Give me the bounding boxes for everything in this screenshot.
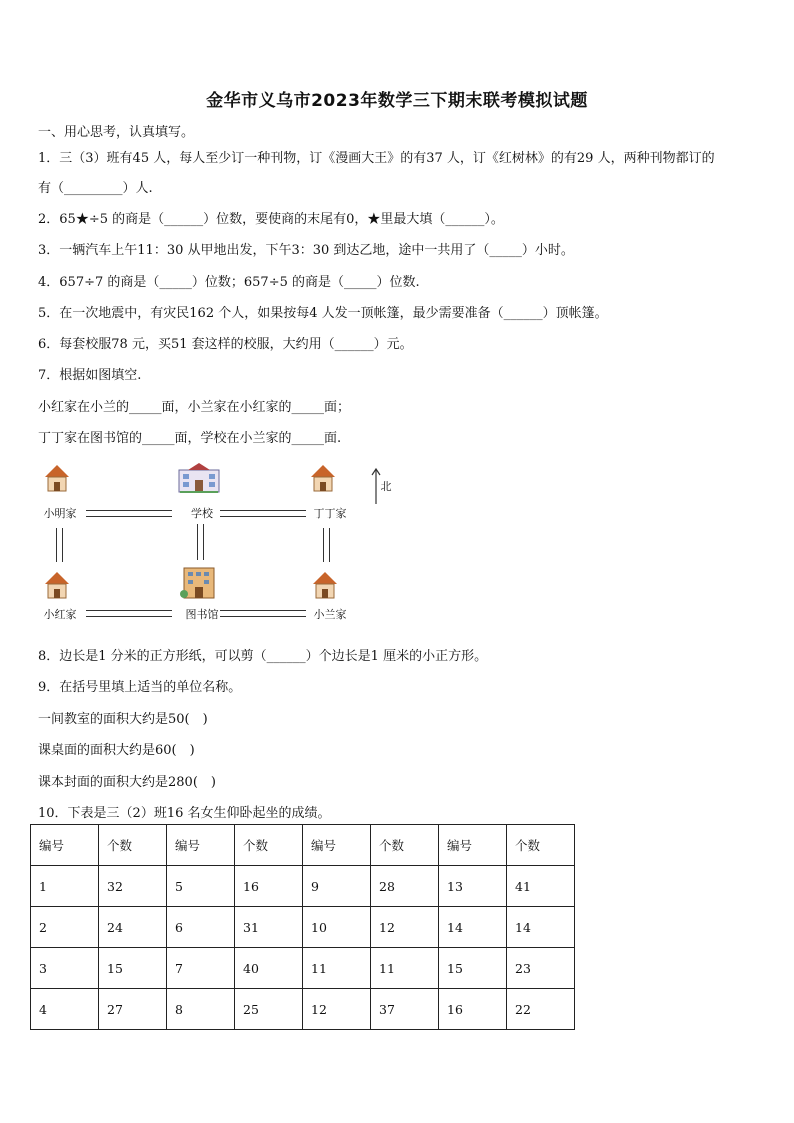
table-cell: 9	[303, 866, 371, 907]
label-xiaolan-home: 小兰家	[313, 608, 347, 621]
table-row	[31, 907, 575, 948]
table-cell: 32	[99, 866, 167, 907]
road	[197, 524, 204, 560]
house-icon	[312, 570, 338, 600]
question-7: 7．根据如图填空.	[38, 368, 142, 383]
label-xiaoming-home: 小明家	[43, 507, 77, 520]
question-5: 5．在一次地震中，有灾民162 个人，如果按每4 人发一顶帐篷，最少需要准备（______）顶帐篷。	[38, 306, 608, 321]
table-cell: 6	[167, 907, 235, 948]
question-8: 8．边长是1 分米的正方形纸，可以剪（______）个边长是1 厘米的小正方形。	[38, 649, 488, 664]
table-cell: 12	[371, 907, 439, 948]
table-cell: 27	[99, 989, 167, 1030]
page-title: 金华市义乌市2023年数学三下期末联考模拟试题	[206, 91, 588, 111]
header-cell: 编号	[439, 825, 507, 866]
question-1-line-2: 有（_________）人.	[38, 181, 153, 196]
table-cell: 1	[31, 866, 99, 907]
road	[56, 528, 63, 562]
table-cell: 28	[371, 866, 439, 907]
table-cell: 41	[507, 866, 575, 907]
header-cell: 编号	[31, 825, 99, 866]
table-cell: 15	[99, 948, 167, 989]
house-icon	[310, 463, 336, 493]
table-cell: 5	[167, 866, 235, 907]
section-heading: 一、用心思考，认真填写。	[38, 125, 195, 140]
table-cell: 11	[371, 948, 439, 989]
table-cell: 2	[31, 907, 99, 948]
road	[86, 510, 172, 517]
table-cell: 16	[235, 866, 303, 907]
table-cell: 15	[439, 948, 507, 989]
table-header-row	[31, 825, 575, 866]
road	[86, 610, 172, 617]
header-cell: 个数	[235, 825, 303, 866]
header-cell: 编号	[303, 825, 371, 866]
table-cell: 14	[439, 907, 507, 948]
label-school: 学校	[191, 507, 213, 520]
table-cell: 7	[167, 948, 235, 989]
score-table	[30, 824, 575, 1030]
label-library: 图书馆	[185, 608, 219, 621]
table-cell: 23	[507, 948, 575, 989]
table-cell: 11	[303, 948, 371, 989]
table-cell: 4	[31, 989, 99, 1030]
question-10: 10．下表是三（2）班16 名女生仰卧起坐的成绩。	[38, 806, 331, 821]
question-7-blank-b: 丁丁家在图书馆的_____面，学校在小兰家的_____面.	[38, 431, 342, 446]
header-cell: 个数	[99, 825, 167, 866]
table-cell: 25	[235, 989, 303, 1030]
label-dingding-home: 丁丁家	[313, 507, 347, 520]
table-row	[31, 948, 575, 989]
library-building-icon	[180, 564, 218, 600]
table-cell: 10	[303, 907, 371, 948]
question-9-b: 课桌面的面积大约是60( )	[38, 743, 195, 758]
label-xiaohong-home: 小红家	[43, 608, 77, 621]
question-2: 2．65★÷5 的商是（______）位数，要使商的末尾有0，★里最大填（______）。	[38, 212, 504, 227]
table-cell: 31	[235, 907, 303, 948]
house-icon	[44, 570, 70, 600]
table-row	[31, 866, 575, 907]
road	[220, 510, 306, 517]
question-1-line-1: 1．三（3）班有45 人，每人至少订一种刊物，订《漫画大王》的有37 人，订《红树林》的有29 人，两种刊物都订的	[38, 151, 715, 166]
table-cell: 40	[235, 948, 303, 989]
question-6: 6．每套校服78 元，买51 套这样的校服，大约用（______）元。	[38, 337, 413, 352]
school-building-icon	[178, 462, 220, 494]
table-cell: 37	[371, 989, 439, 1030]
question-9: 9．在括号里填上适当的单位名称。	[38, 680, 242, 695]
table-cell: 24	[99, 907, 167, 948]
label-north: 北	[380, 480, 392, 493]
question-9-c: 课本封面的面积大约是280( )	[38, 775, 216, 790]
question-9-a: 一间教室的面积大约是50( )	[38, 712, 208, 727]
table-cell: 8	[167, 989, 235, 1030]
road	[220, 610, 306, 617]
header-cell: 编号	[167, 825, 235, 866]
direction-map	[30, 458, 430, 628]
table-cell: 22	[507, 989, 575, 1030]
table-cell: 16	[439, 989, 507, 1030]
table-row	[31, 989, 575, 1030]
header-cell: 个数	[507, 825, 575, 866]
table-cell: 12	[303, 989, 371, 1030]
table-cell: 13	[439, 866, 507, 907]
road	[323, 528, 330, 562]
table-cell: 14	[507, 907, 575, 948]
question-4: 4．657÷7 的商是（_____）位数；657÷5 的商是（_____）位数.	[38, 275, 420, 290]
house-icon	[44, 463, 70, 493]
header-cell: 个数	[371, 825, 439, 866]
question-3: 3．一辆汽车上午11：30 从甲地出发，下午3：30 到达乙地，途中一共用了（_____）小时。	[38, 243, 574, 258]
question-7-blank-a: 小红家在小兰的_____面，小兰家在小红家的_____面；	[38, 400, 351, 415]
table-cell: 3	[31, 948, 99, 989]
